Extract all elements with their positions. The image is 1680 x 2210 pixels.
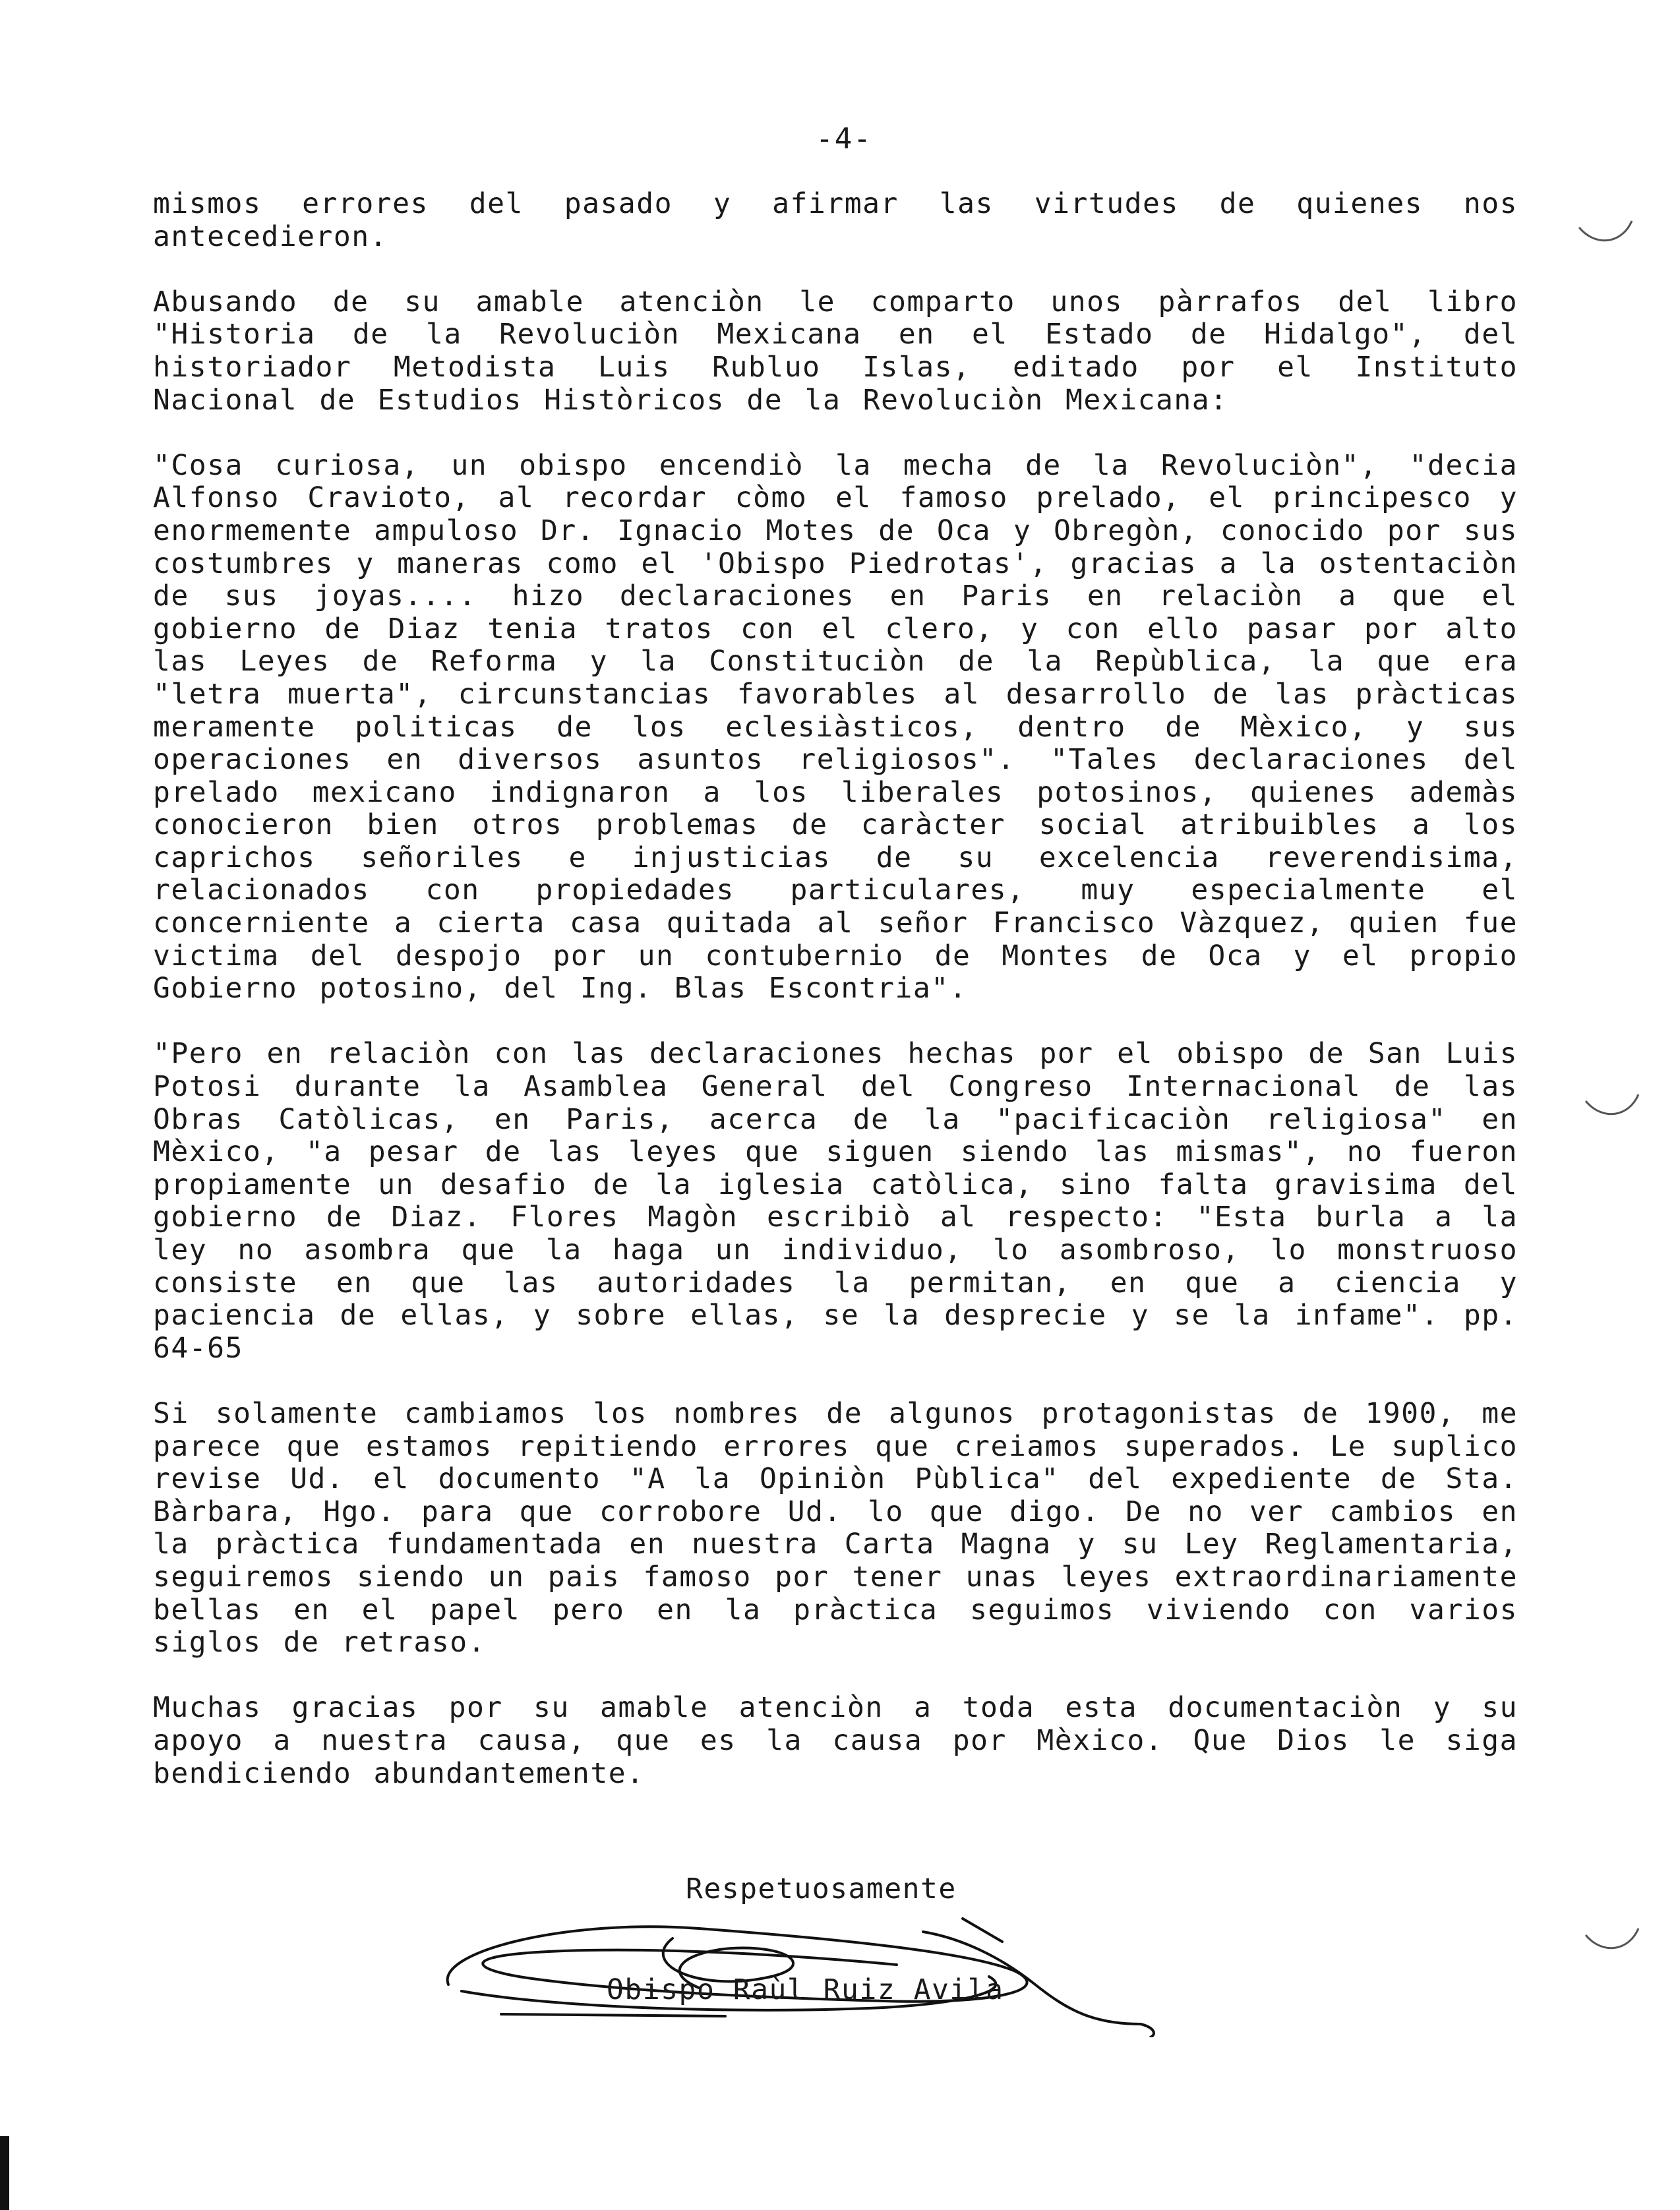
letter-body (153, 188, 1518, 1823)
page-number: -4- (816, 122, 872, 156)
paragraph-intro-continuation: mismos errores del pasado y afirmar las virtudes de quienes nos antecedieron. (153, 187, 1518, 253)
paragraph-book-reference: Abusando de su amable atenciòn le comparto unos pàrrafos del libro "Historia de la Revoluciòn Mexicana en el Estado de Hidalgo", del historiador Metodista Luis Rubluo Islas, editado por el Instituto Nacional de Estudios Històricos de la Revoluciòn Mexicana: (153, 285, 1518, 417)
signer-name: Obispo Raùl Ruiz Avila (607, 1973, 1004, 2006)
paragraph-quote-cravioto: "Cosa curiosa, un obispo encendiò la mecha de la Revoluciòn", "decia Alfonso Cravioto, al recordar còmo el famoso prelado, el principesco y enormemente ampuloso Dr. Ignacio Motes de Oca y Obregòn, conocido por sus costumbres y maneras como el 'Obispo Piedrotas', gracias a la ostentaciòn de sus joyas.... hizo declaraciones en Paris en relaciòn a que el gobierno de Diaz tenia tratos con el clero, y con ello pasar por alto las Leyes de Reforma y la Constituciòn de la Repùblica, la que era "letra muerta", circunstancias favorables al desarrollo de las pràcticas meramente politicas de los eclesiàsticos, dentro de Mèxico, y sus operaciones en diversos asuntos religiosos". "Tales declaraciones del prelado mexicano indignaron a los liberales potosinos, quienes ademàs conocieron bien otros problemas de caràcter social atribuibles a los caprichos señoriles e injusticias de su excelencia reverendisima, relacionados con propiedades particulares, muy especialmente el concerniente a cierta casa quitada al señor Francisco Vàzquez, quien fue victima del despojo por un contubernio de Montes de Oca y el propio Gobierno potosino, del Ing. Blas Escontria". (153, 448, 1518, 1005)
binding-hole-mark (1576, 218, 1635, 244)
handwritten-signature (422, 1892, 1174, 2037)
binding-hole-mark (1582, 1925, 1642, 1952)
paragraph-quote-paris: "Pero en relaciòn con las declaraciones hechas por el obispo de San Luis Potosi durante la Asamblea General del Congreso Internacional de las Obras Catòlicas, en Paris, acerca de la "pacificaciòn religiosa" en Mèxico, "a pesar de las leyes que siguen siendo las mismas", no fueron propiamente un desafio de la iglesia catòlica, sino falta gravisima del gobierno de Diaz. Flores Magòn escribiò al respecto: "Esta burla a la ley no asombra que la haga un individuo, lo asombroso, lo monstruoso consiste en que las autoridades la permitan, en que a ciencia y paciencia de ellas, y sobre ellas, se la desprecie y se la infame". pp. 64-65 (153, 1037, 1518, 1365)
closing-salutation: Respetuosamente (686, 1872, 957, 1905)
paragraph-request: Si solamente cambiamos los nombres de algunos protagonistas de 1900, me parece que estamos repitiendo errores que creiamos superados. Le suplico revise Ud. el documento "A la Opiniòn Pùblica" del expediente de Sta. Bàrbara, Hgo. para que corrobore Ud. lo que digo. De no ver cambios en la pràctica fundamentada en nuestra Carta Magna y su Ley Reglamentaria, seguiremos siendo un pais famoso por tener unas leyes extraordinariamente bellas en el papel pero en la pràctica seguimos viviendo con varios siglos de retraso. (153, 1396, 1518, 1659)
paragraph-thanks: Muchas gracias por su amable atenciòn a toda esta documentaciòn y su apoyo a nuestra causa, que es la causa por Mèxico. Que Dios le siga bendiciendo abundantemente. (153, 1691, 1518, 1790)
scan-edge-bar (0, 2136, 9, 2210)
binding-hole-mark (1582, 1091, 1642, 1118)
